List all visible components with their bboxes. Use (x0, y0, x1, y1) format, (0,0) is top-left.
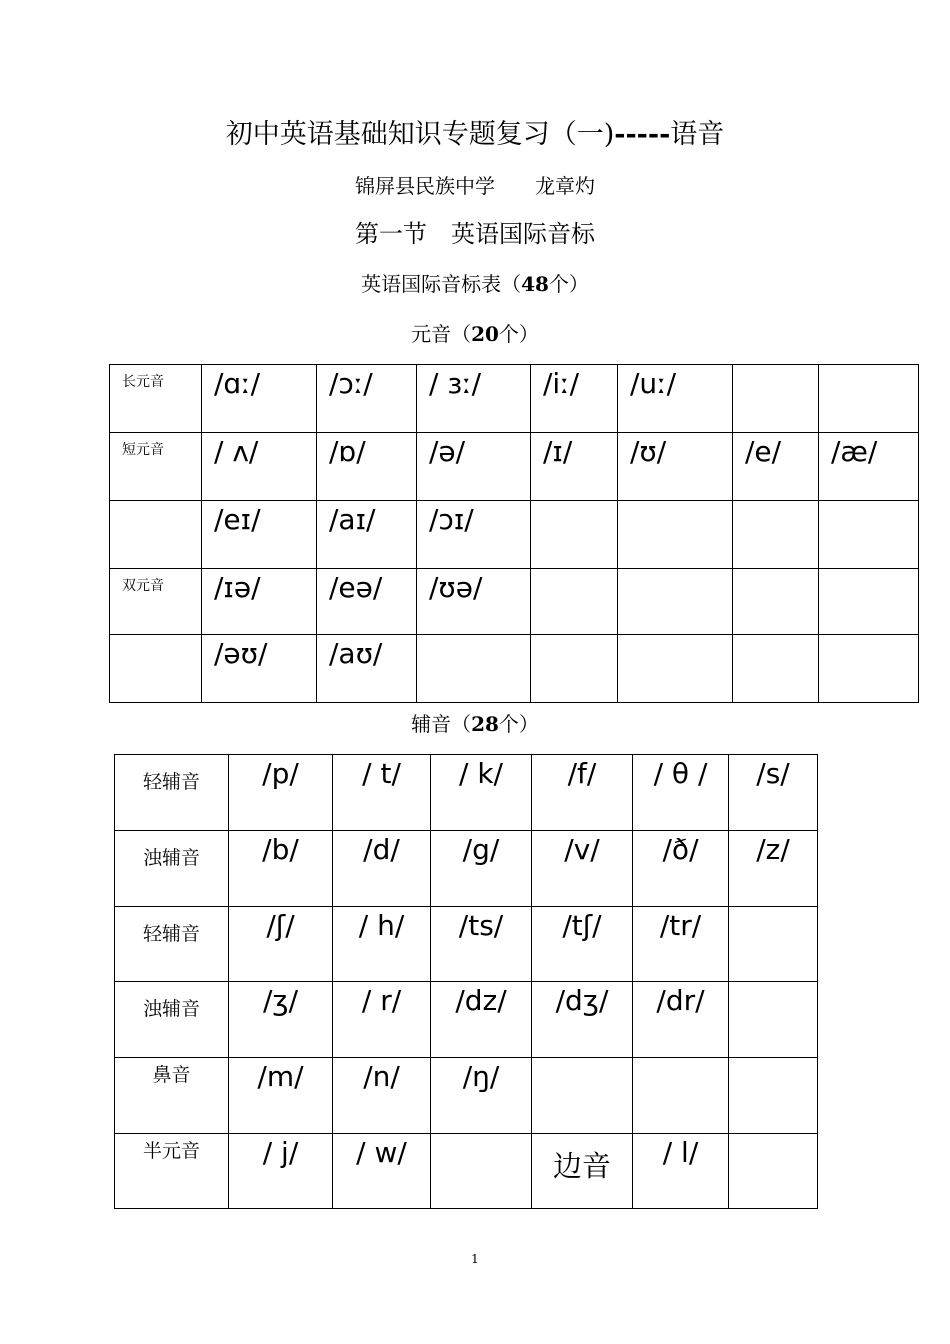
consonant-symbol: / w/ (356, 1136, 407, 1169)
consonant-symbol: / k/ (459, 757, 503, 790)
vowel-category-label: 长元音 (122, 374, 164, 390)
consonant-cell (333, 982, 431, 1058)
consonant-cell (532, 1058, 633, 1134)
vowel-cell (733, 433, 819, 501)
consonant-caption (0, 708, 950, 737)
consonant-cell (333, 1134, 431, 1209)
vowel-cell (531, 501, 618, 569)
vowel-symbol: /ʊə/ (429, 571, 483, 604)
consonant-row-label-cell (115, 907, 229, 982)
vowel-cell (618, 501, 733, 569)
consonant-symbol: /b/ (262, 833, 299, 866)
consonant-cell (633, 907, 729, 982)
consonant-cell (633, 831, 729, 907)
consonant-row-label-cell (115, 831, 229, 907)
vowel-symbol: /ɑː/ (214, 367, 261, 400)
author-line: 锦屏县民族中学 龙章灼 (355, 174, 595, 198)
consonant-symbol: /dʒ/ (555, 984, 609, 1017)
consonant-row-label-cell (115, 1134, 229, 1209)
table-title-pre: 英语国际音标表（ (361, 272, 522, 296)
consonant-cell (532, 755, 633, 831)
vowel-symbol: /ɪə/ (214, 571, 261, 604)
consonant-cell (729, 831, 818, 907)
vowel-row (110, 501, 919, 569)
consonant-cell (229, 831, 333, 907)
consonant-cell (229, 755, 333, 831)
vowel-symbol: /ɔɪ/ (429, 503, 474, 536)
consonant-cell (633, 982, 729, 1058)
vowel-cell (417, 501, 531, 569)
consonant-symbol: /tʃ/ (562, 909, 602, 942)
consonant-cell (431, 907, 532, 982)
consonant-cell (229, 1058, 333, 1134)
consonant-caption-pre: 辅音（ (411, 712, 472, 736)
vowel-category-label: 双元音 (122, 578, 164, 594)
consonant-cell (729, 907, 818, 982)
vowel-row (110, 433, 919, 501)
consonant-cell (729, 982, 818, 1058)
consonant-category-label: 浊辅音 (142, 847, 200, 869)
table-title-post: 个） (548, 272, 589, 296)
vowel-cell (417, 635, 531, 703)
vowel-cell (618, 433, 733, 501)
vowel-cell (618, 365, 733, 433)
consonant-symbol: /n/ (363, 1060, 400, 1093)
consonant-symbol: /tr/ (659, 909, 702, 942)
vowel-cell (417, 569, 531, 635)
consonant-symbol: / r/ (361, 984, 402, 1017)
consonant-symbol: /ʒ/ (262, 984, 299, 1017)
vowel-symbol: /ə/ (429, 435, 466, 468)
vowel-cell (819, 635, 919, 703)
section-heading: 第一节 英语国际音标 (355, 220, 595, 248)
vowel-cell (819, 501, 919, 569)
consonant-cell (333, 755, 431, 831)
title-main: 初中英语基础知识专题复习（一) (225, 119, 615, 150)
consonant-category-label: 半元音 (142, 1140, 200, 1162)
consonant-cell (729, 755, 818, 831)
consonant-symbol: /f/ (567, 757, 597, 790)
consonant-cell (333, 831, 431, 907)
consonant-category-label: 轻辅音 (142, 771, 200, 793)
vowel-cell (417, 365, 531, 433)
consonant-cell (532, 907, 633, 982)
consonant-symbol: / j/ (262, 1136, 299, 1169)
vowel-cell (733, 365, 819, 433)
consonant-cell (431, 831, 532, 907)
vowel-symbol: /ɔː/ (329, 367, 373, 400)
vowel-cell (317, 501, 417, 569)
vowel-caption-post: 个） (498, 322, 539, 346)
vowel-caption-pre: 元音（ (411, 322, 472, 346)
consonant-cell (633, 1058, 729, 1134)
consonant-cell (229, 1134, 333, 1209)
vowel-cell (819, 365, 919, 433)
vowel-cell (618, 635, 733, 703)
document-title (0, 112, 950, 151)
vowel-symbol: /ɪ/ (543, 435, 573, 468)
consonant-caption-count: 28 (471, 712, 499, 736)
consonant-symbol: /ʃ/ (266, 909, 295, 942)
consonant-cell (229, 907, 333, 982)
vowel-cell (531, 365, 618, 433)
vowel-cell (531, 635, 618, 703)
consonant-symbol: / l/ (662, 1136, 699, 1169)
consonant-caption-post: 个） (498, 712, 539, 736)
consonant-cell (431, 1134, 532, 1209)
vowel-cell (733, 501, 819, 569)
consonant-symbol: / h/ (358, 909, 405, 942)
consonant-cell (633, 755, 729, 831)
consonant-row-label-cell (115, 982, 229, 1058)
consonant-cell (532, 1134, 633, 1209)
consonant-cell (633, 1134, 729, 1209)
consonant-symbol: /ð/ (662, 833, 699, 866)
consonant-cell (333, 1058, 431, 1134)
consonant-row (115, 1134, 818, 1209)
table-title-count: 48 (521, 272, 549, 296)
vowel-cell (733, 569, 819, 635)
consonant-symbol: /s/ (756, 757, 790, 790)
consonant-row (115, 755, 818, 831)
consonant-cell (532, 831, 633, 907)
vowel-symbol: /aɪ/ (329, 503, 376, 536)
vowel-cell (733, 635, 819, 703)
vowel-row-label-cell (110, 501, 202, 569)
consonant-symbol: / t/ (362, 757, 401, 790)
lateral-sound-label: 边音 (552, 1149, 611, 1183)
vowel-symbol: /iː/ (543, 367, 580, 400)
consonant-cell (729, 1134, 818, 1209)
vowel-symbol: / ɜː/ (429, 367, 482, 400)
vowel-cell (202, 365, 317, 433)
consonant-symbol: /m/ (257, 1060, 304, 1093)
consonant-symbol: /ŋ/ (462, 1060, 500, 1093)
vowel-cell (317, 365, 417, 433)
vowel-cell (317, 433, 417, 501)
consonant-row (115, 1058, 818, 1134)
consonant-row-label-cell (115, 1058, 229, 1134)
vowel-symbol: /æ/ (831, 435, 878, 468)
consonant-symbol: / θ / (653, 757, 708, 790)
consonant-cell (333, 907, 431, 982)
consonant-category-label: 鼻音 (152, 1064, 191, 1086)
vowel-cell (417, 433, 531, 501)
consonant-symbol: /dr/ (656, 984, 705, 1017)
vowel-symbol: /e/ (745, 435, 782, 468)
vowel-row-label-cell (110, 433, 202, 501)
vowel-cell (202, 635, 317, 703)
vowel-cell (819, 433, 919, 501)
vowel-cell (202, 501, 317, 569)
consonant-cell (431, 1058, 532, 1134)
vowel-cell (202, 569, 317, 635)
vowel-table (109, 364, 919, 703)
table-title (0, 268, 950, 297)
vowel-caption-count: 20 (471, 322, 499, 346)
vowel-category-label: 短元音 (122, 442, 164, 458)
vowel-symbol: / ʌ/ (214, 435, 259, 468)
vowel-row (110, 569, 919, 635)
consonant-table (114, 754, 818, 1209)
vowel-cell (317, 569, 417, 635)
vowel-symbol: /eə/ (329, 571, 383, 604)
consonant-symbol: /z/ (756, 833, 790, 866)
consonant-symbol: /v/ (564, 833, 600, 866)
consonant-category-label: 浊辅音 (142, 998, 200, 1020)
vowel-cell (819, 569, 919, 635)
title-end: 语音 (670, 119, 725, 150)
consonant-row-label-cell (115, 755, 229, 831)
page-number: 1 (471, 1252, 479, 1266)
vowel-symbol: /əʊ/ (214, 637, 268, 670)
vowel-symbol: /eɪ/ (214, 503, 261, 536)
consonant-cell (532, 982, 633, 1058)
consonant-cell (729, 1058, 818, 1134)
vowel-row (110, 365, 919, 433)
vowel-row-label-cell (110, 635, 202, 703)
vowel-symbol: /ɒ/ (329, 435, 366, 468)
consonant-row (115, 907, 818, 982)
consonant-category-label: 轻辅音 (142, 923, 200, 945)
consonant-symbol: /ts/ (458, 909, 504, 942)
consonant-symbol: /d/ (363, 833, 400, 866)
consonant-cell (229, 982, 333, 1058)
consonant-row (115, 831, 818, 907)
consonant-cell (431, 755, 532, 831)
vowel-cell (317, 635, 417, 703)
consonant-symbol: /p/ (262, 757, 299, 790)
consonant-symbol: /g/ (462, 833, 500, 866)
consonant-cell (431, 982, 532, 1058)
vowel-cell (618, 569, 733, 635)
vowel-caption (0, 318, 950, 347)
vowel-cell (531, 569, 618, 635)
vowel-cell (202, 433, 317, 501)
vowel-symbol: /uː/ (630, 367, 677, 400)
vowel-row (110, 635, 919, 703)
vowel-row-label-cell (110, 569, 202, 635)
vowel-cell (531, 433, 618, 501)
vowel-symbol: /aʊ/ (329, 637, 383, 670)
consonant-row (115, 982, 818, 1058)
vowel-row-label-cell (110, 365, 202, 433)
title-dashes: ----- (614, 119, 671, 150)
consonant-symbol: /dz/ (455, 984, 507, 1017)
vowel-symbol: /ʊ/ (630, 435, 667, 468)
